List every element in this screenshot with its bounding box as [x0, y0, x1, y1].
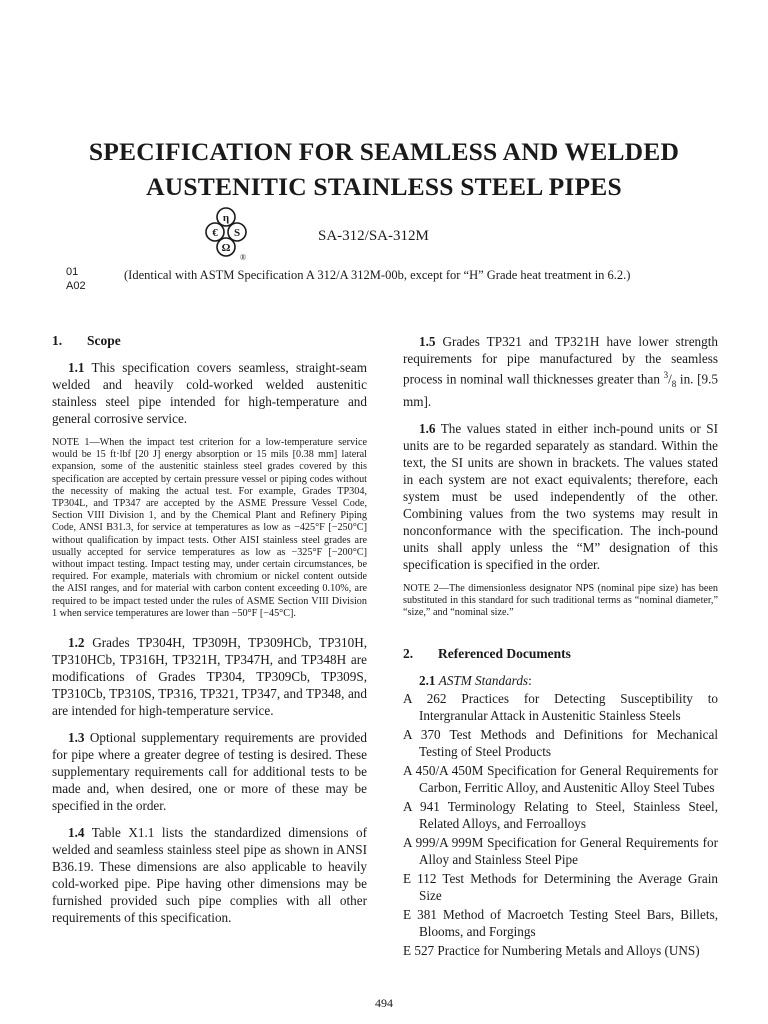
reference-item: A 262 Practices for Detecting Susceptibility to Intergranular Attack in Austenitic Stainless Steels — [403, 690, 718, 723]
section-heading-scope — [52, 333, 367, 349]
note-2: NOTE 2—The dimensionless designator NPS (nominal pipe size) has been substituted in this standard for such traditional terms as “nominal diameter,” “size,” and “nominal size.” — [403, 583, 718, 619]
fraction-denominator: 8 — [671, 379, 677, 390]
paragraph-text: Grades TP321 and TP321H have lower strength requirements for pipe manufactured by the seamless process in nominal wall thicknesses greater than — [403, 334, 718, 387]
paragraph-text: The values stated in either inch-pound units or SI units are to be regarded separately as standard. Within the text, the SI units are shown in brackets. The values stated in each system are not exact equivalents; therefore, each system must be used independently of the other. Combining values from the two systems may result in nonconformance with the specification. The inch-pound units shall apply unless the “M” designation of this specification is specified in the order. — [403, 421, 718, 573]
margin-note-01: 01 — [66, 266, 79, 278]
section-heading-referenced-documents — [403, 646, 718, 662]
logo-letter-bottom: Ω — [221, 242, 231, 254]
paragraph-number: 1.4 — [68, 825, 85, 841]
reference-item: E 381 Method of Macroetch Testing Steel Bars, Billets, Blooms, and Forgings — [403, 906, 718, 939]
paragraph-1-4 — [52, 824, 367, 926]
logo-letter-right: S — [233, 227, 241, 239]
astm-standards-subheading — [403, 672, 718, 689]
section-number: 2. — [403, 645, 414, 661]
paragraph-text-tail: in. [9.5 mm]. — [403, 371, 718, 410]
paragraph-number: 1.2 — [68, 635, 85, 651]
identical-note: (Identical with ASTM Specification A 312/A 312M-00b, except for “H” Grade heat treatment in 6.2.) — [124, 268, 631, 282]
reference-item: A 941 Terminology Relating to Steel, Stainless Steel, Related Alloys, and Ferroalloys — [403, 798, 718, 831]
section-title: Scope — [87, 333, 121, 348]
logo-letter-left: € — [212, 227, 218, 239]
margin-note-a02: A02 — [66, 280, 86, 292]
title-line-1: SPECIFICATION FOR SEAMLESS AND WELDED — [88, 137, 680, 166]
paragraph-1-6 — [403, 420, 718, 573]
fraction-numerator: 3 — [663, 370, 669, 380]
reference-item: E 112 Test Methods for Determining the Average Grain Size — [403, 870, 718, 903]
paragraph-number: 1.3 — [68, 730, 85, 746]
section-title: Referenced Documents — [438, 645, 571, 661]
page-title — [0, 134, 768, 204]
spec-code: SA-312/SA-312M — [318, 228, 429, 244]
paragraph-number: 1.1 — [68, 360, 85, 375]
registered-mark: ® — [240, 253, 247, 262]
paragraph-text: This specification covers seamless, straight-seam welded and heavily cold-worked welded austenitic stainless steel pipe intended for high-temperature and general corrosive service. — [52, 360, 367, 426]
title-line-2: AUSTENITIC STAINLESS STEEL PIPES — [146, 172, 622, 201]
paragraph-1-1 — [52, 359, 367, 427]
colon: : — [528, 672, 532, 688]
paragraph-number: 1.5 — [419, 334, 436, 349]
note-1: NOTE 1—When the impact test criterion for a low-temperature service would be 15 ft·lbf [20 J] energy absorption or 15 mils [0.38 mm] lateral expansion, some of the austenitic stainless steel grades covered by this specification are accepted by certain pressure vessel or piping codes without the necessity of making the actual test. For example, Grades TP304, TP304L, and TP347 are accepted by the ASME Pressure Vessel Code, Section VIII Division 1, and by the Chemical Plant and Refinery Piping Code, ANSI B31.3, for service at temperatures as low as −425°F [−250°C] without qualification by impact tests. Other AISI stainless steel grades are usually accepted for service temperatures as low as −325°F [−200°C] without impact testing. Impact testing may, under certain circumstances, be required. For example, materials with chromium or nickel content outside the AISI ranges, and for material with carbon content exceeding 0.10%, are required to be impact tested under the rules of ASME Section VIII Division 1 when service temperatures are lower than −50°F [−45°C]. — [52, 437, 367, 619]
reference-item: E 527 Practice for Numbering Metals and Alloys (UNS) — [403, 942, 700, 958]
paragraph-text: Optional supplementary requirements are provided for pipe where a greater degree of testing is desired. These supplementary requirements call for additional tests to be made and, when desired, one or more of these may be specified in the order. — [52, 730, 368, 814]
paragraph-number: 2.1 — [419, 672, 436, 688]
asme-logo-icon — [186, 206, 266, 262]
reference-item: A 999/A 999M Specification for General Requirements for Alloy and Stainless Steel Pipe — [403, 834, 718, 867]
left-column — [52, 333, 367, 936]
paragraph-1-2 — [52, 634, 367, 719]
reference-item: A 370 Test Methods and Definitions for Mechanical Testing of Steel Products — [403, 726, 718, 759]
section-number: 1. — [52, 333, 63, 348]
paragraph-1-3 — [52, 729, 367, 814]
subheading-title: ASTM Standards — [438, 672, 529, 688]
paragraph-1-5: 1.5 Grades TP321 and TP321H have lower strength requirements for pipe manufactured by the seamless process in nominal wall thicknesses greater than $^3/_8$ in. [9.5 mm]. — [403, 334, 718, 410]
logo-letter-top: η — [222, 212, 230, 224]
paragraph-text: Grades TP304H, TP309H, TP309HCb, TP310H, TP310HCb, TP316H, TP321H, TP347H, and TP348H are modifications of Grades TP304, TP309Cb, TP309S, TP310Cb, TP310S, TP316, TP321, TP347, and TP348, and are intended for high-temperature service. — [52, 635, 368, 719]
paragraph-number: 1.6 — [419, 421, 436, 437]
paragraph-text: Table X1.1 lists the standardized dimensions of welded and seamless stainless steel pipe as shown in ANSI B36.19. These dimensions are also applicable to heavily cold-worked pipe. Pipe having other dimensions may be furnished provided such pipe complies with all other requirements of this specification. — [52, 825, 367, 926]
page-number: 494 — [375, 996, 393, 1010]
right-column — [403, 333, 718, 961]
reference-item: A 450/A 450M Specification for General Requirements for Carbon, Ferritic Alloy, and Austenitic Alloy Steel Tubes — [403, 762, 718, 795]
